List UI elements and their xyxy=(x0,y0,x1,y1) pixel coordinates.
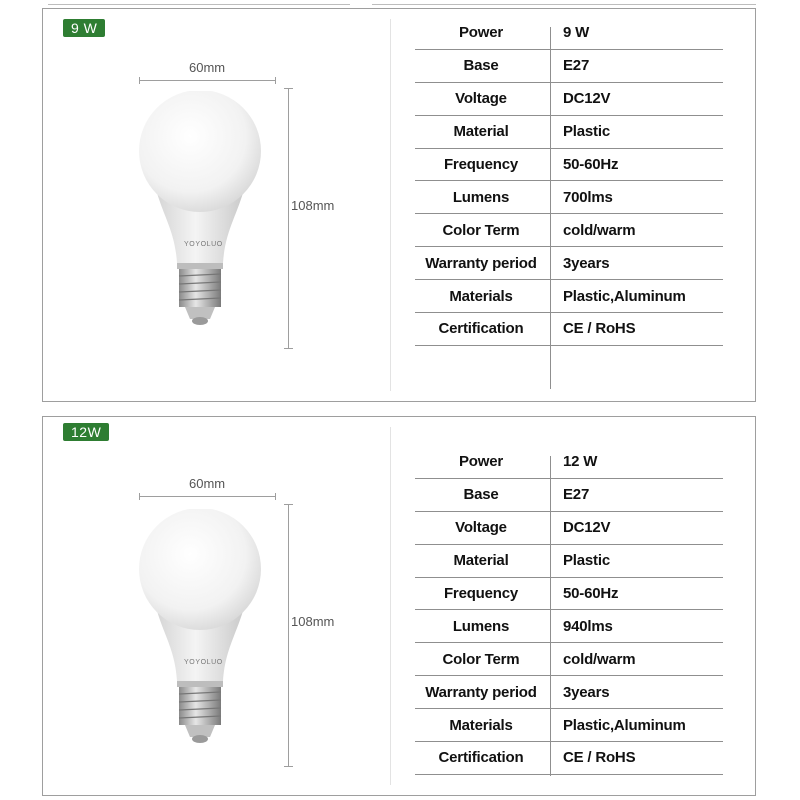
width-dimension-label: 60mm xyxy=(189,60,226,75)
spec-value: 50-60Hz xyxy=(563,156,619,173)
spec-row xyxy=(415,214,723,247)
spec-row xyxy=(415,247,723,280)
spec-label: Warranty period xyxy=(425,254,537,272)
spec-value: Plastic xyxy=(563,552,610,570)
bulb-brand-text: YOYOLUO xyxy=(184,659,223,666)
spec-table xyxy=(415,17,723,346)
spec-value: DC12V xyxy=(563,519,611,537)
spec-value: DC12V xyxy=(563,90,611,108)
spec-value: Plastic,Aluminum xyxy=(563,716,686,734)
spec-label: Power xyxy=(458,453,503,471)
spec-value: 940lms xyxy=(563,617,613,635)
height-dimension-line xyxy=(288,504,289,766)
spec-value: E27 xyxy=(563,57,590,75)
spec-row xyxy=(415,545,723,578)
spec-value: 50-60Hz xyxy=(563,585,619,602)
spec-row xyxy=(415,676,723,709)
spec-value: Plastic,Aluminum xyxy=(563,287,686,305)
spec-label: Base xyxy=(463,57,499,75)
spec-label: Power xyxy=(458,24,503,42)
panel-divider xyxy=(390,427,391,785)
spec-label: Warranty period xyxy=(425,683,537,701)
spec-label: Certification xyxy=(438,320,524,338)
height-dimension-tick-top xyxy=(284,504,293,505)
spec-row xyxy=(415,610,723,643)
spec-label: Voltage xyxy=(455,519,507,537)
spec-row xyxy=(415,512,723,545)
spec-row xyxy=(415,116,723,149)
spec-value: 3years xyxy=(563,254,610,272)
height-dimension-line xyxy=(288,88,289,348)
spec-row xyxy=(415,446,723,479)
bulb-brand-text: YOYOLUO xyxy=(184,241,223,248)
spec-row xyxy=(415,742,723,775)
spec-row xyxy=(415,479,723,512)
spec-label: Material xyxy=(453,123,509,141)
width-dimension-tick-right xyxy=(275,493,276,500)
width-dimension-tick-left xyxy=(139,493,140,500)
wattage-badge: 9 W xyxy=(63,19,105,37)
spec-value: 12 W xyxy=(563,453,598,471)
top-rule-left xyxy=(48,4,350,5)
spec-label: Color Term xyxy=(442,221,520,239)
width-dimension-tick-right xyxy=(275,77,276,84)
spec-value: E27 xyxy=(563,486,590,504)
spec-panel-12w xyxy=(42,416,756,796)
spec-row xyxy=(415,181,723,214)
spec-value: 3years xyxy=(563,683,610,701)
spec-value: 9 W xyxy=(563,24,590,42)
width-dimension-tick-left xyxy=(139,77,140,84)
spec-value: cold/warm xyxy=(563,221,636,239)
spec-row xyxy=(415,643,723,676)
spec-label: Materials xyxy=(449,716,513,734)
spec-label: Frequency xyxy=(443,156,519,173)
width-dimension-line xyxy=(139,80,275,81)
spec-row xyxy=(415,50,723,83)
width-dimension-line xyxy=(139,496,275,497)
height-dimension-tick-bottom xyxy=(284,348,293,349)
spec-row xyxy=(415,17,723,50)
spec-value: CE / RoHS xyxy=(563,749,636,767)
height-dimension-tick-bottom xyxy=(284,766,293,767)
spec-label: Material xyxy=(453,552,509,570)
spec-value: cold/warm xyxy=(563,650,636,668)
height-dimension-label: 108mm xyxy=(291,198,335,213)
led-bulb-image xyxy=(135,509,265,749)
spec-row xyxy=(415,83,723,116)
spec-panel-9w xyxy=(42,8,756,402)
spec-label: Frequency xyxy=(443,585,519,602)
spec-row xyxy=(415,280,723,313)
top-rule-right xyxy=(372,4,756,5)
spec-label: Lumens xyxy=(452,188,510,206)
spec-row xyxy=(415,709,723,742)
spec-row xyxy=(415,578,723,611)
wattage-badge: 12W xyxy=(63,423,109,441)
spec-value: CE / RoHS xyxy=(563,320,636,338)
spec-label: Lumens xyxy=(452,617,510,635)
spec-value: Plastic xyxy=(563,123,610,141)
height-dimension-tick-top xyxy=(284,88,293,89)
spec-row xyxy=(415,149,723,182)
spec-label: Color Term xyxy=(442,650,520,668)
spec-label: Voltage xyxy=(455,90,507,108)
spec-table xyxy=(415,446,723,775)
spec-label: Certification xyxy=(438,749,524,767)
spec-label: Materials xyxy=(449,287,513,305)
width-dimension-label: 60mm xyxy=(189,476,226,491)
led-bulb-image xyxy=(135,91,265,331)
panel-divider xyxy=(390,19,391,391)
spec-value: 700lms xyxy=(563,188,613,206)
height-dimension-label: 108mm xyxy=(291,614,335,629)
spec-label: Base xyxy=(463,486,499,504)
spec-row xyxy=(415,313,723,346)
